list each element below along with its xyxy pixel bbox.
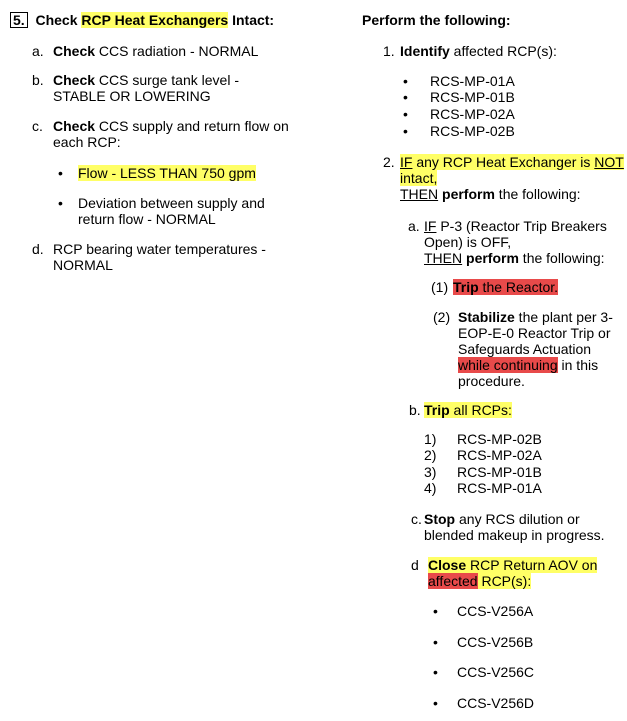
trip-all-rcps: Trip all RCPs: [424, 402, 512, 418]
left-item-a-text: Check CCS radiation - NORMAL [53, 43, 259, 59]
pump-item: RCS-MP-01A [457, 480, 542, 496]
bullet-icon: • [433, 603, 438, 619]
close-aov-step: Close RCP Return AOV on affected RCP(s): [428, 557, 598, 589]
bullet-icon: • [403, 106, 408, 122]
then-keyword: THEN [424, 250, 463, 266]
step-5-title: 5. Check RCP Heat Exchangers Intact: [10, 12, 274, 28]
right-item-2a: a. [408, 218, 420, 234]
left-item-c: c. [32, 118, 43, 134]
bullet-icon: • [403, 89, 408, 105]
right-item-2-text: IF any RCP Heat Exchanger is NOT intact, THEN perform the following: [400, 154, 624, 202]
not-keyword: NOT [594, 154, 624, 170]
left-item-b: b. [32, 72, 44, 88]
right-heading: Perform the following: [362, 12, 511, 28]
left-item-d-text: RCP bearing water temperatures - NORMAL [53, 241, 266, 273]
right-item-2: 2. [383, 154, 395, 170]
pump-item: RCS-MP-02A [457, 447, 542, 463]
left-item-c-text: Check CCS supply and return flow on each RCP: [53, 118, 289, 150]
then-keyword: THEN [400, 186, 439, 202]
right-item-2c: c. [411, 511, 422, 527]
bullet-icon: • [58, 165, 63, 181]
pump-item: RCS-MP-02A [430, 106, 515, 122]
heat-exchangers-highlight: RCP Heat Exchangers [81, 12, 229, 28]
trip-order-number: 1) [424, 431, 437, 447]
trip-order-number: 2) [424, 447, 437, 463]
affected-highlight: affected [428, 573, 478, 589]
pump-item: RCS-MP-01A [430, 73, 515, 89]
if-keyword: IF [424, 218, 437, 234]
step-number: 5. [10, 12, 28, 28]
right-item-2b: b. [409, 402, 421, 418]
bullet-icon: • [433, 695, 438, 711]
valve-item: CCS-V256A [457, 603, 534, 619]
stop-dilution-step: Stop any RCS dilution or blended makeup in progress. [424, 511, 605, 543]
trip-order-number: 4) [424, 480, 437, 496]
stabilize-step: Stabilize the plant per 3- EOP-E-0 Reactor Trip or Safeguards Actuation while continuing in this procedure. [458, 309, 613, 389]
right-item-2d: d [411, 557, 419, 573]
bullet-icon: • [403, 123, 408, 139]
valve-item: CCS-V256D [457, 695, 535, 711]
left-item-a: a. [32, 43, 44, 59]
if-keyword: IF [400, 154, 413, 170]
pump-item: RCS-MP-01B [457, 464, 542, 480]
left-item-d: d. [32, 241, 44, 257]
pump-item: RCS-MP-02B [457, 431, 542, 447]
pump-item: RCS-MP-01B [430, 89, 515, 105]
valve-item: CCS-V256C [457, 664, 535, 680]
while-continuing-highlight: while continuing [458, 357, 558, 373]
sub-step-2-label: (2) [433, 309, 451, 325]
bullet-icon: • [433, 664, 438, 680]
right-item-1-text: Identify affected RCP(s): [400, 43, 557, 59]
flow-criterion: Flow - LESS THAN 750 gpm [78, 165, 256, 181]
right-item-1: 1. [383, 43, 395, 59]
deviation-criterion: Deviation between supply and return flow - NORMAL [78, 195, 265, 227]
trip-order-number: 3) [424, 464, 437, 480]
valve-item: CCS-V256B [457, 634, 534, 650]
sub-step-1-label: (1) [431, 279, 449, 295]
pump-item: RCS-MP-02B [430, 123, 515, 139]
bullet-icon: • [58, 195, 63, 211]
trip-reactor-step: Trip the Reactor. [453, 279, 559, 295]
bullet-icon: • [433, 634, 438, 650]
bullet-icon: • [403, 73, 408, 89]
right-item-2a-text: IF P-3 (Reactor Trip Breakers Open) is OFF, THEN perform the following: [424, 218, 607, 266]
left-item-b-text: Check CCS surge tank level - STABLE OR LOWERING [53, 72, 239, 104]
